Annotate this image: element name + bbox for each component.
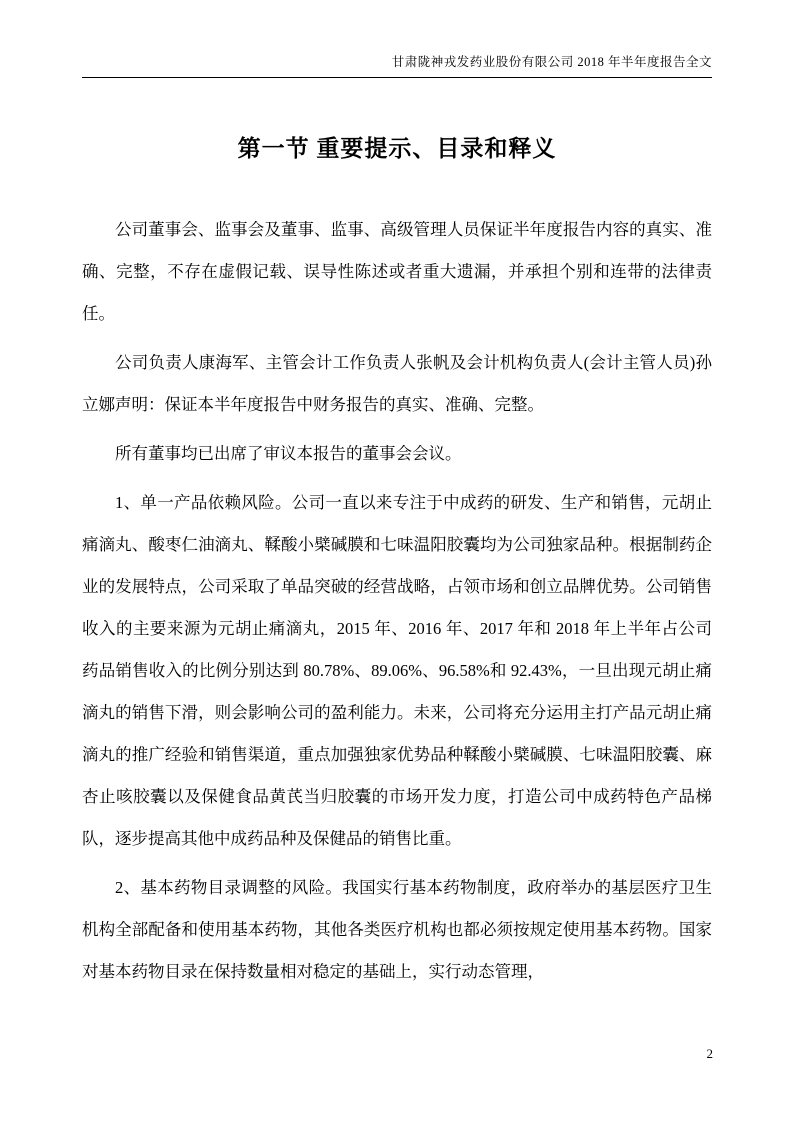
paragraph-disclaimer: 公司董事会、监事会及董事、监事、高级管理人员保证半年度报告内容的真实、准确、完整，不存在虚假记载、误导性陈述或者重大遗漏，并承担个别和连带的法律责任。 <box>82 220 712 323</box>
document-header: 甘肃陇神戎发药业股份有限公司 2018 年半年度报告全文 <box>82 52 712 78</box>
paragraph-risk-1: 1、单一产品依赖风险。公司一直以来专注于中成药的研发、生产和销售，元胡止痛滴丸、酸枣仁油滴丸、鞣酸小檗碱膜和七味温阳胶囊均为公司独家品种。根据制药企业的发展特点，公司采取了单品突破的经营战略，占领市场和创立品牌优势。公司销售收入的主要来源为元胡止痛滴丸，2015 年、2016 年、2017 年和 2018 年上半年占公司药品销售收入的比例分别达到 80.78%、89.06%、96.58%和 92.43%，一旦出现元胡止痛滴丸的销售下滑，则会影响公司的盈利能力。未来，公司将充分运用主打产品元胡止痛滴丸的推广经验和销售渠道，重点加强独家优势品种鞣酸小檗碱膜、七味温阳胶囊、麻杏止咳胶囊以及保健食品黄芪当归胶囊的市场开发力度，打造公司中成药特色产品梯队，逐步提高其他中成药品种及保健品的销售比重。 <box>82 493 712 848</box>
section-title: 第一节 重要提示、目录和释义 <box>237 136 557 161</box>
paragraph-risk-2: 2、基本药物目录调整的风险。我国实行基本药物制度，政府举办的基层医疗卫生机构全部配备和使用基本药物，其他各类医疗机构也都必须按规定使用基本药物。国家对基本药物目录在保持数量相对稳定的基础上，实行动态管理， <box>82 878 712 981</box>
paragraph-attendance: 所有董事均已出席了审议本报告的董事会会议。 <box>115 444 462 463</box>
document-body <box>82 209 712 993</box>
page-number: 2 <box>706 1046 713 1061</box>
paragraph-statement: 公司负责人康海军、主管会计工作负责人张帆及会计机构负责人(会计主管人员)孙立娜声明：保证本半年度报告中财务报告的真实、准确、完整。 <box>82 353 712 414</box>
